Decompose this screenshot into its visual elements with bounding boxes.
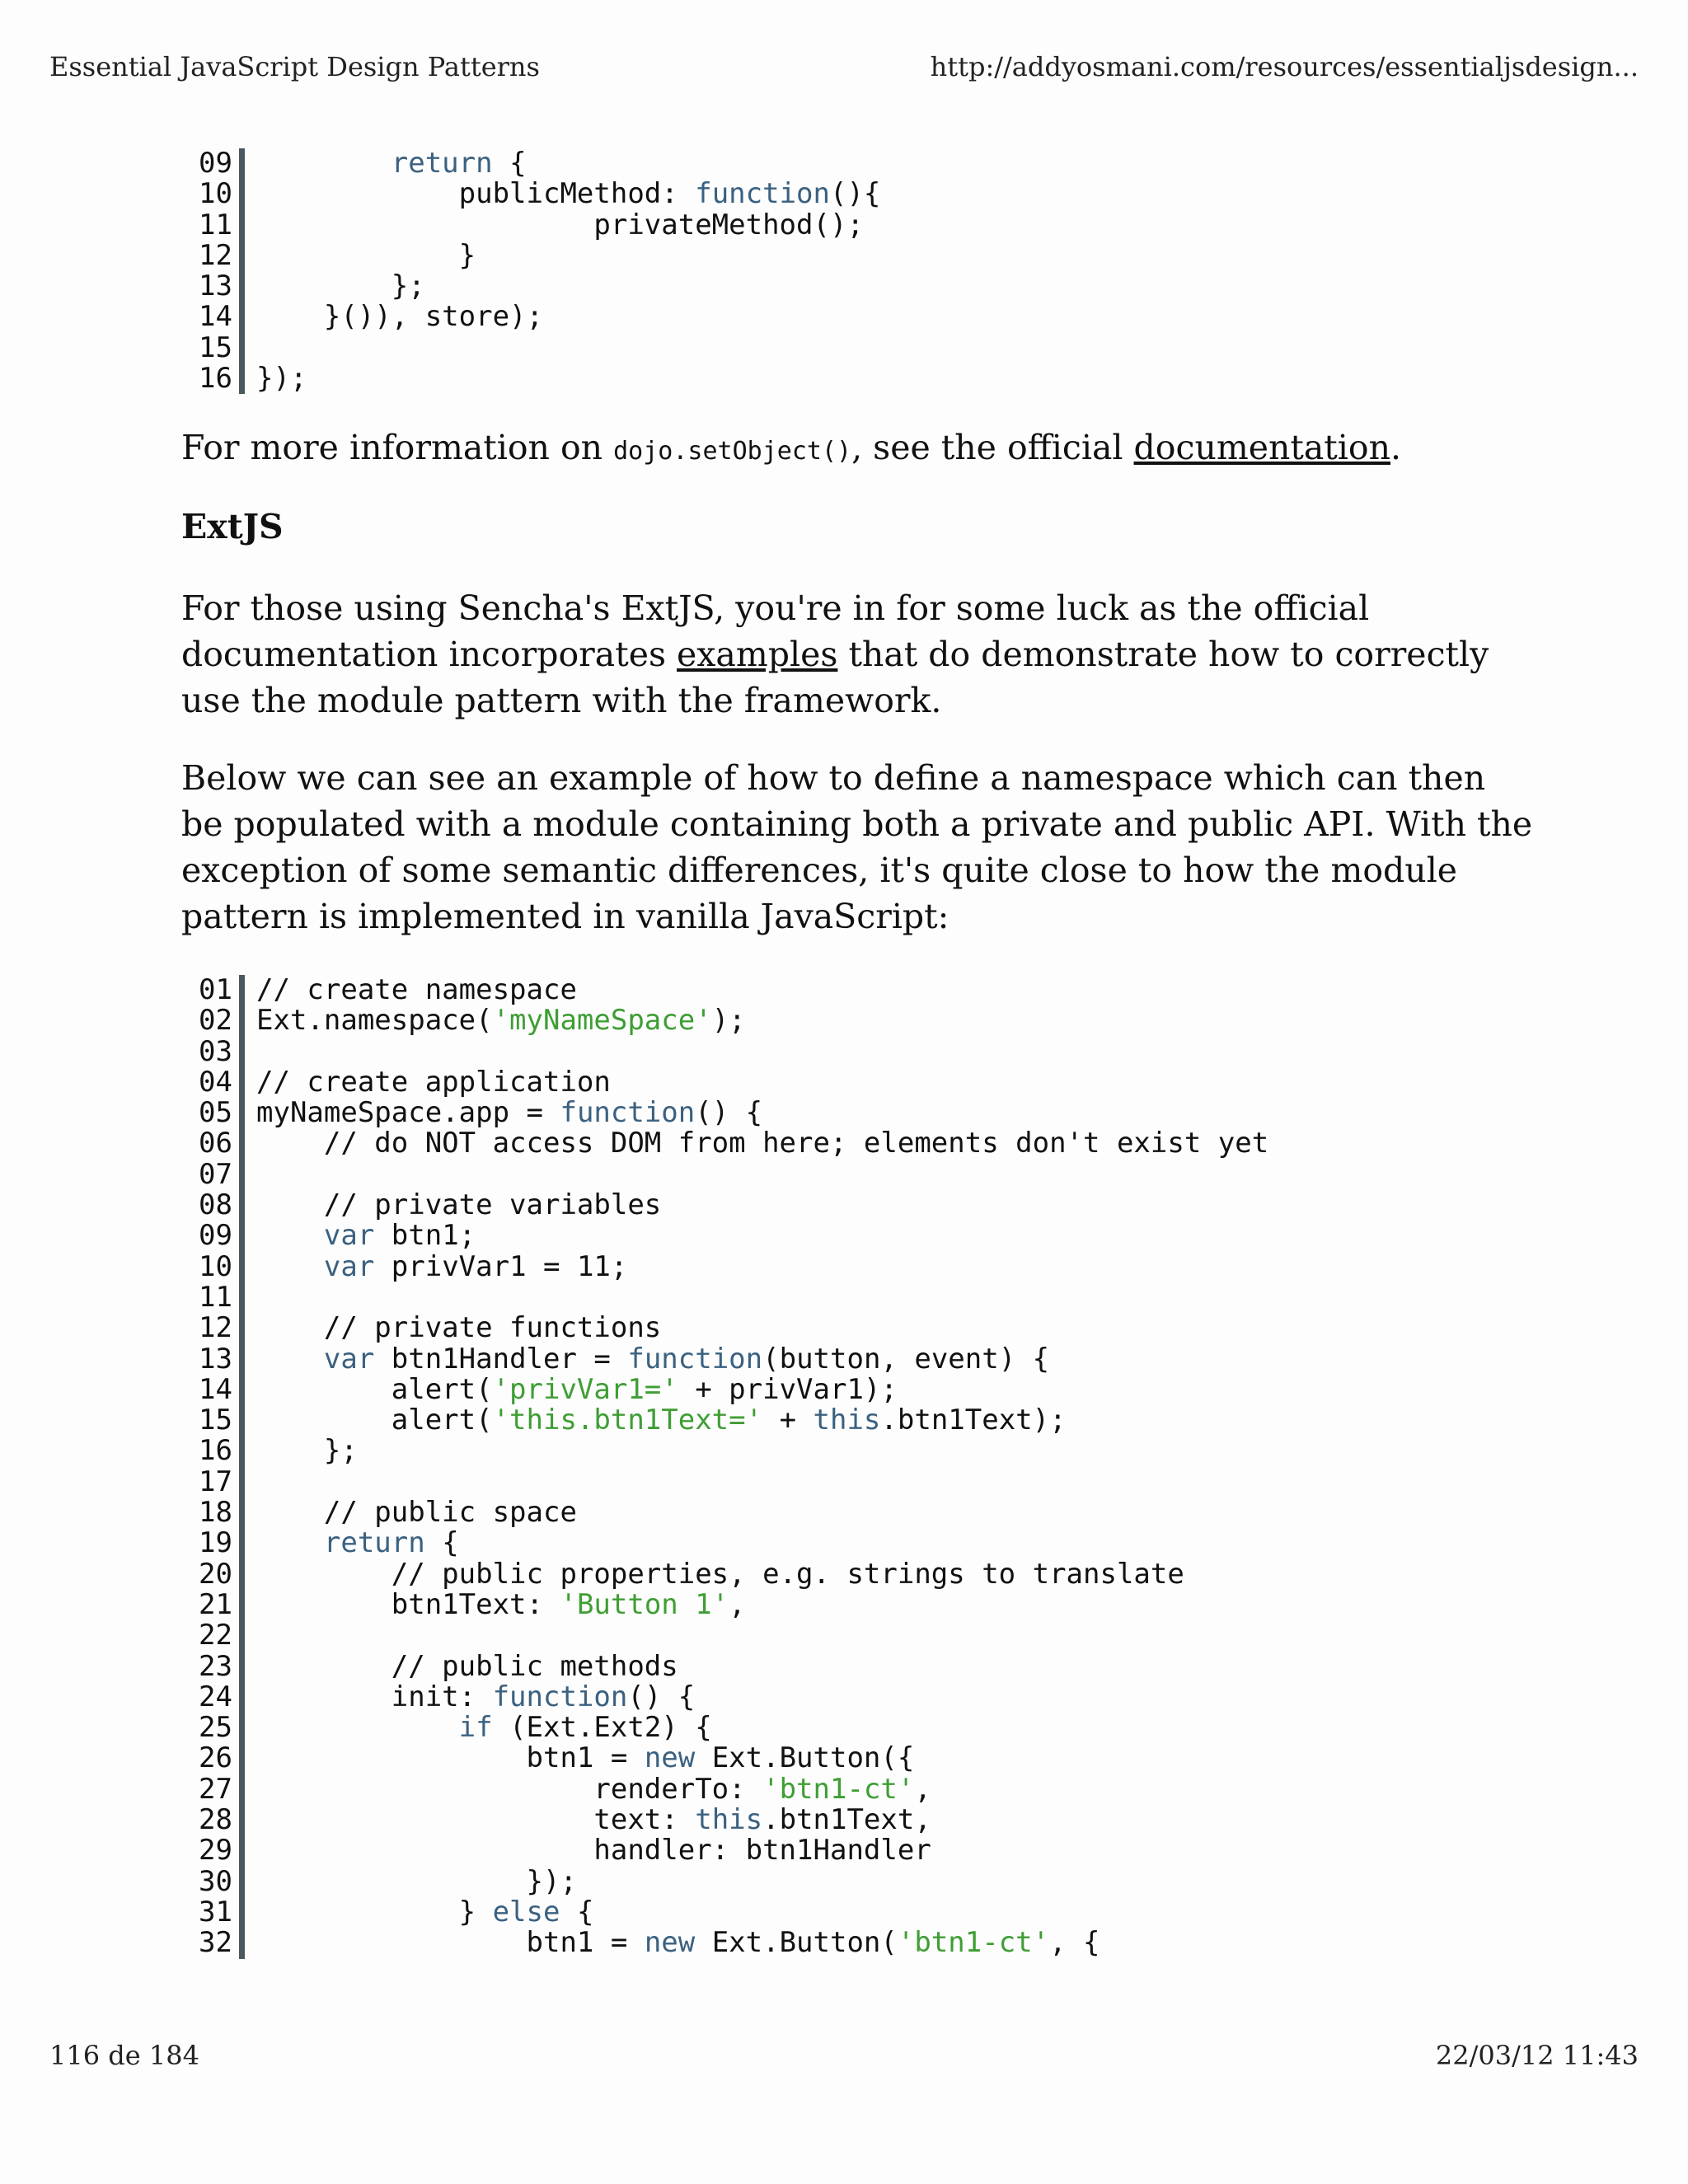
- print-datetime: 22/03/12 11:43: [1435, 2040, 1639, 2071]
- line-number: 21: [181, 1590, 245, 1620]
- para1-text-post: .: [1390, 428, 1402, 467]
- line-number: 26: [181, 1743, 245, 1774]
- code-text: return {: [323, 1526, 459, 1560]
- code-line: [181, 1128, 1268, 1159]
- code-text: renderTo: 'btn1-ct',: [256, 1772, 931, 1806]
- line-number: 30: [181, 1867, 245, 1897]
- code-line: [181, 1897, 1268, 1928]
- paragraph-namespace-example: [181, 755, 1533, 940]
- code-line: [181, 1157, 1268, 1191]
- code-text: init: function() {: [256, 1680, 696, 1713]
- code-text: alert('privVar1=' + privVar1);: [256, 1372, 898, 1406]
- code-line: [181, 1559, 1268, 1590]
- code-line: [181, 1436, 1268, 1466]
- code-line: [181, 1743, 1268, 1774]
- code-text: text: this.btn1Text,: [256, 1803, 931, 1837]
- source-url: http://addyosmani.com/resources/essentialjsdesign...: [930, 51, 1639, 82]
- code-text: };: [256, 269, 425, 303]
- line-number: 11: [181, 210, 245, 241]
- code-text: // private variables: [256, 1188, 662, 1222]
- para1-text-mid: , see the official: [851, 428, 1134, 467]
- document-title: Essential JavaScript Design Patterns: [49, 51, 540, 82]
- line-number: 09: [181, 1221, 245, 1251]
- code-text: // create namespace: [256, 973, 577, 1006]
- code-line: [181, 179, 880, 209]
- code-line: [181, 1805, 1268, 1835]
- code-text: });: [256, 362, 307, 396]
- code-text: btn1 = new Ext.Button('btn1-ct', {: [256, 1926, 1100, 1960]
- code-text: };: [256, 1434, 358, 1468]
- line-number: 28: [181, 1805, 245, 1835]
- line-number: 18: [181, 1497, 245, 1528]
- line-number: 10: [181, 179, 245, 209]
- code-text: if (Ext.Ext2) {: [458, 1711, 712, 1745]
- code-text: return {: [391, 147, 527, 180]
- code-text: // create application: [256, 1065, 611, 1099]
- line-number: 02: [181, 1005, 245, 1036]
- line-number: 29: [181, 1835, 245, 1866]
- line-number: 20: [181, 1559, 245, 1590]
- code-text: } else {: [256, 1895, 594, 1929]
- code-line: [181, 1928, 1268, 1958]
- code-text: // do NOT access DOM from here; elements don't exist yet: [256, 1127, 1269, 1160]
- line-number: 14: [181, 1375, 245, 1405]
- code-text: // public properties, e.g. strings to translate: [256, 1557, 1184, 1591]
- line-number: 15: [181, 333, 245, 363]
- code-line: [181, 1713, 1268, 1743]
- code-line: [181, 1682, 1268, 1713]
- code-text: handler: btn1Handler: [256, 1834, 931, 1868]
- line-number: 08: [181, 1190, 245, 1221]
- code-line: [181, 330, 880, 364]
- line-number: 01: [181, 975, 245, 1005]
- code-text: publicMethod: function(){: [256, 177, 881, 211]
- code-text: }: [256, 238, 476, 272]
- code-text: [245, 1282, 256, 1313]
- line-number: 16: [181, 1436, 245, 1466]
- code-line: [181, 975, 1268, 1005]
- code-text: var btn1Handler = function(button, event) {: [323, 1342, 1050, 1376]
- code-line: [181, 1190, 1268, 1221]
- code-block-1: [181, 148, 880, 394]
- line-number: 27: [181, 1774, 245, 1805]
- code-line: [181, 1098, 1268, 1128]
- line-number: 03: [181, 1037, 245, 1067]
- code-line: [181, 1249, 1268, 1283]
- code-text: var privVar1 = 11;: [323, 1249, 628, 1283]
- code-line: [181, 1344, 1268, 1375]
- paragraph-more-info: [181, 424, 1533, 475]
- code-line: [181, 1620, 1268, 1651]
- code-line: [181, 1467, 1268, 1497]
- code-line: [181, 238, 880, 272]
- line-number: 15: [181, 1405, 245, 1436]
- code-block-2: [181, 975, 1268, 1959]
- code-line: [181, 1067, 1268, 1098]
- code-text: [245, 1037, 256, 1067]
- line-number: 25: [181, 1713, 245, 1743]
- inline-code-dojo-setobject: dojo.setObject(): [613, 437, 852, 466]
- line-number: 19: [181, 1528, 245, 1558]
- line-number: 13: [181, 1344, 245, 1375]
- code-line: [181, 271, 880, 302]
- code-text: // public space: [256, 1496, 577, 1530]
- line-number: 05: [181, 1098, 245, 1128]
- code-line: [181, 1405, 1268, 1436]
- line-number: 24: [181, 1682, 245, 1713]
- code-line: [181, 1587, 1268, 1621]
- para2-text-post: that do demonstrate how to correctly use the module pattern with the framework.: [181, 635, 1489, 720]
- page-footer: [49, 2040, 1639, 2071]
- para1-text-pre: For more information on: [181, 428, 614, 467]
- code-line: [181, 1313, 1268, 1343]
- code-line: [181, 1649, 1268, 1683]
- line-number: 32: [181, 1928, 245, 1958]
- line-number: 10: [181, 1252, 245, 1282]
- code-line: [181, 1005, 1268, 1036]
- line-number: 04: [181, 1067, 245, 1098]
- page-header: [49, 51, 1639, 82]
- code-text: [245, 1620, 256, 1651]
- paragraph-extjs-intro: [181, 585, 1533, 724]
- code-text: // public methods: [256, 1649, 678, 1683]
- line-number: 22: [181, 1620, 245, 1651]
- code-text: [245, 1160, 256, 1190]
- line-number: 23: [181, 1652, 245, 1682]
- code-text: }()), store);: [256, 300, 543, 334]
- para3-text: Below we can see an example of how to define a namespace which can then be populated with a module containing both a private and public API. With the exception of some semantic differences, it's quite close to how the module pattern is implemented in vanilla JavaScript:: [181, 758, 1533, 936]
- code-line: [181, 1372, 1268, 1406]
- examples-link[interactable]: examples: [677, 635, 838, 674]
- documentation-link[interactable]: documentation: [1133, 428, 1390, 467]
- line-number: 17: [181, 1467, 245, 1497]
- line-number: 07: [181, 1160, 245, 1190]
- line-number: 12: [181, 1313, 245, 1343]
- code-text: myNameSpace.app = function() {: [256, 1096, 763, 1130]
- line-number: 31: [181, 1897, 245, 1928]
- code-line: [181, 1497, 1268, 1528]
- code-line: [181, 302, 880, 332]
- section-heading-extjs: ExtJS: [181, 507, 284, 546]
- code-text: btn1Text: 'Button 1',: [256, 1587, 746, 1621]
- code-text: });: [256, 1864, 577, 1898]
- code-text: var btn1;: [323, 1219, 476, 1253]
- code-line: [181, 1835, 1268, 1866]
- code-text: alert('this.btn1Text=' + this.btn1Text);: [256, 1404, 1067, 1437]
- code-line: [181, 1774, 1268, 1805]
- code-line: [181, 1034, 1268, 1068]
- code-line: [181, 1528, 1268, 1558]
- code-text: [245, 333, 256, 363]
- code-text: btn1 = new Ext.Button({: [256, 1741, 915, 1775]
- code-text: Ext.namespace('myNameSpace');: [256, 1004, 746, 1038]
- line-number: 06: [181, 1128, 245, 1159]
- line-number: 14: [181, 302, 245, 332]
- code-line: [181, 1282, 1268, 1313]
- line-number: 12: [181, 241, 245, 271]
- line-number: 09: [181, 148, 245, 179]
- code-line: [181, 1221, 1268, 1251]
- code-line: [181, 210, 880, 241]
- code-text: // private functions: [256, 1311, 662, 1345]
- para2-text-pre: For those using Sencha's ExtJS, you're in for some luck as the official documentation incorporates: [181, 588, 1370, 674]
- code-text: [245, 1467, 256, 1497]
- page-number: 116 de 184: [49, 2040, 199, 2071]
- code-line: [181, 1864, 1268, 1898]
- line-number: 11: [181, 1282, 245, 1313]
- line-number: 16: [181, 363, 245, 394]
- code-line: [181, 363, 880, 394]
- code-text: privateMethod();: [256, 208, 864, 241]
- code-line: [181, 148, 880, 179]
- line-number: 13: [181, 271, 245, 302]
